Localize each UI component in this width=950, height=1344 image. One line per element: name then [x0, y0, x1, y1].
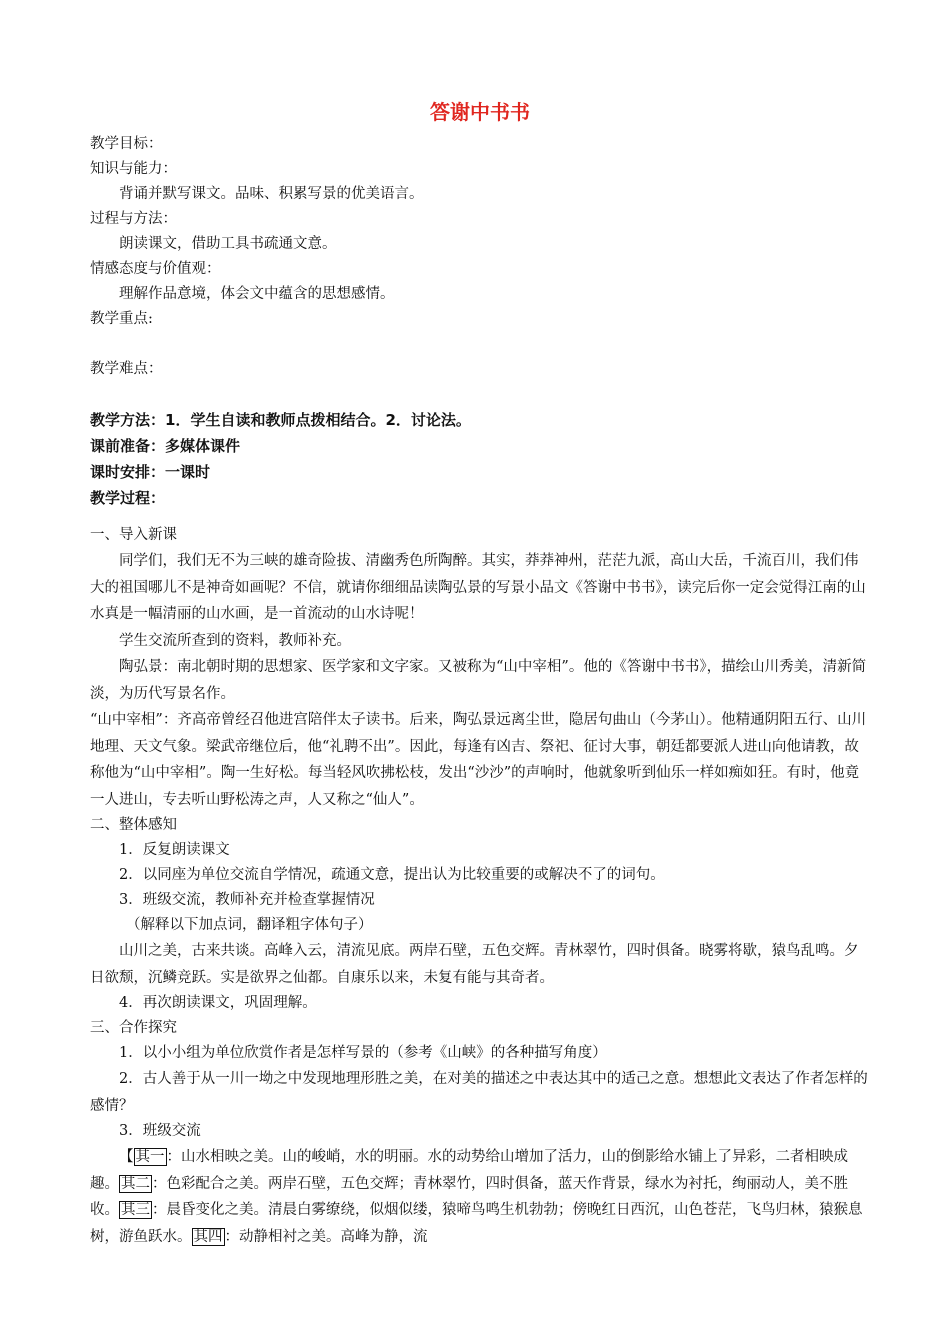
process-label: 过程与方法： [90, 211, 177, 227]
process-text: 朗读课文，借助工具书疏通文意。 [119, 236, 337, 252]
tag-1-text: ：山水相映之美。山的峻峭，水的明丽。水的动势给山增加了活力，山的倒影给水铺上了异彩，二者相映成趣。 [90, 1149, 848, 1192]
section1-story: “山中宰相”：齐高帝曾经召他进宫陪伴太子读书。后来，陶弘景远离尘世，隐居句曲山（今茅山）。他精通阴阳五行、山川地理、天文气象。梁武帝继位后，他“礼聘不出”。因此，每逢有凶吉、祭祀、征讨大事，朝廷都要派人进山向他请教，故称他为“山中宰相”。陶一生好松。每当轻风吹拂松枝，发出“沙沙”的声响时，他就象听到仙乐一样如痴如狂。有时，他竟一人进山，专去听山野松涛之声，人又称之“仙人”。 [90, 712, 867, 808]
open-bracket: 【 [119, 1149, 134, 1165]
tag-2: 其二 [121, 1175, 150, 1192]
section1-heading: 一、导入新课 [90, 527, 177, 543]
section1-author: 陶弘景：南北朝时期的思想家、医学家和文字家。又被称为“山中宰相”。他的《答谢中书书》，描绘山川秀美，清新简淡，为历代写景名作。 [90, 659, 867, 702]
class-preparation: 课前准备：多媒体课件 [90, 437, 241, 455]
section2-item2: 2．以同座为单位交流自学情况，疏通文意，提出认为比较重要的或解决不了的词句。 [119, 867, 665, 883]
document-title: 答谢中书书 [430, 100, 530, 124]
section2-item4: 4．再次朗读课文，巩固理解。 [119, 995, 317, 1011]
section3-item2: 2．古人善于从一川一坳之中发现地理形胜之美，在对美的描述之中表达其中的适己之意。想想此文表达了作者怎样的感情？ [90, 1071, 868, 1114]
section2-item1: 1．反复朗读课文 [119, 842, 230, 858]
section1-exchange: 学生交流所查到的资料，教师补充。 [119, 632, 351, 649]
knowledge-text: 背诵并默写课文。品味、积累写景的优美语言。 [119, 186, 424, 202]
section3-item3: 3．班级交流 [119, 1123, 201, 1139]
tag-4-text: ：动静相衬之美。高峰为静，流 [224, 1228, 428, 1245]
teaching-process: 教学过程： [90, 489, 166, 507]
tag-3-text: ：晨昏变化之美。清晨白雾缭绕，似烟似缕，猿啼鸟鸣生机勃勃；傍晚红日西沉，山色苍茫，飞鸟归林，猿猴息树，游鱼跃水。 [90, 1202, 863, 1245]
section2-item3: 3．班级交流，教师补充并检查掌握情况 [119, 892, 375, 908]
tag-4: 其四 [193, 1228, 223, 1245]
tag-3: 其三 [121, 1202, 150, 1218]
section2-text: 山川之美，古来共谈。高峰入云，清流见底。两岸石壁，五色交辉。青林翠竹，四时俱备。晓雾将歇，猿鸟乱鸣。夕日欲颓，沉鳞竞跃。实是欲界之仙都。自康乐以来，未复有能与其奇者。 [90, 943, 859, 986]
knowledge-label: 知识与能力： [90, 161, 177, 177]
section2-heading: 二、整体感知 [90, 817, 177, 833]
tag-1: 其一 [135, 1149, 165, 1165]
tag-2-text: ：色彩配合之美。两岸石壁，五色交辉；青林翠竹，四时俱备，蓝天作背景，绿水为衬托，绚丽动人，美不胜收。 [90, 1175, 848, 1218]
difficulty-label: 教学难点： [90, 361, 163, 377]
section3-item1: 1．以小小组为单位欣赏作者是怎样写景的（参考《山峡》的各种描写角度） [119, 1045, 607, 1061]
key-point-label: 教学重点: [90, 311, 153, 327]
teaching-method: 教学方法：1．学生自读和教师点拨相结合。2．讨论法。 [90, 411, 471, 429]
objectives-heading: 教学目标： [90, 136, 163, 152]
section3-heading: 三、合作探究 [90, 1020, 177, 1036]
section2-note: （解释以下加点词，翻译粗字体句子） [126, 917, 373, 933]
section1-intro: 同学们，我们无不为三峡的雄奇险拔、清幽秀色所陶醉。其实，莽莽神州，茫茫九派，高山大岳，千流百川，我们伟大的祖国哪儿不是神奇如画呢？不信，就请你细细品读陶弘景的写景小品文《答谢中书书》，读完后你一定会觉得江南的山水真是一幅清丽的山水画，是一首流动的山水诗呢！ [90, 553, 866, 622]
emotion-label: 情感态度与价值观： [90, 261, 221, 277]
section3-discussion [90, 1144, 870, 1250]
class-schedule: 课时安排：一课时 [90, 463, 211, 481]
document-page [90, 96, 870, 1250]
emotion-text: 理解作品意境，体会文中蕴含的思想感情。 [119, 286, 395, 302]
